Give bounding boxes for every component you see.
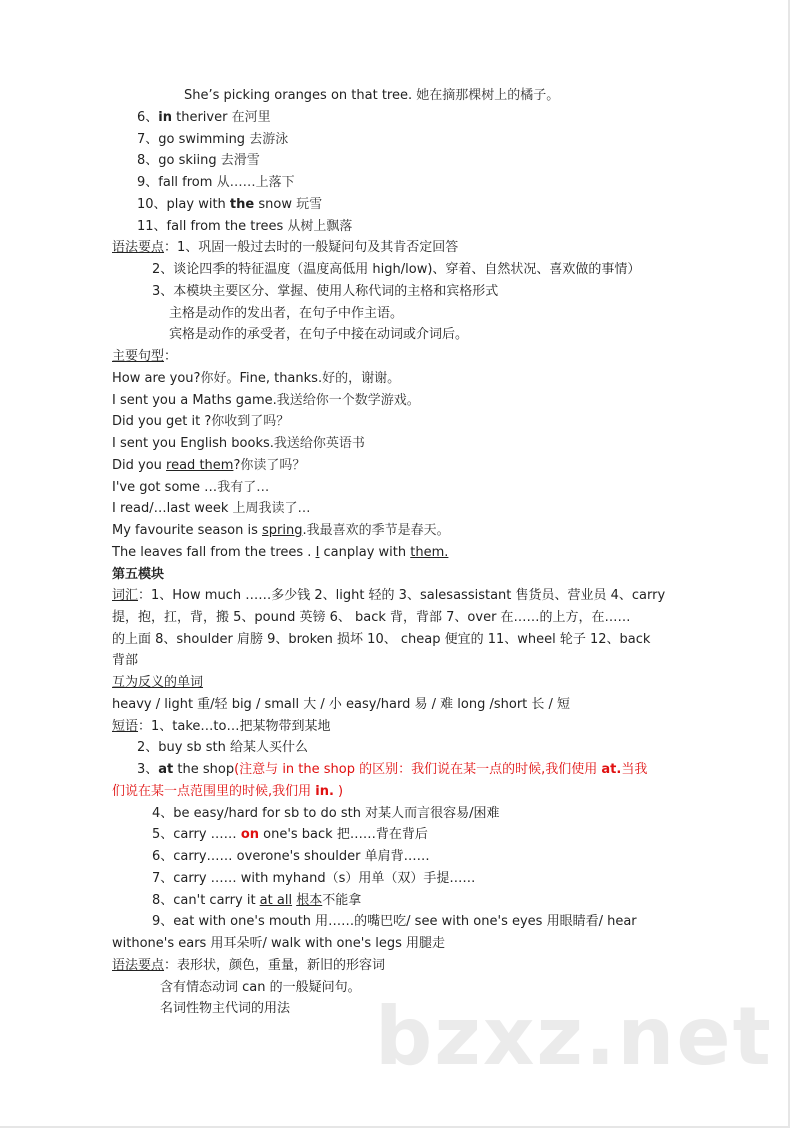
text-segment: 主要句型 <box>112 349 165 364</box>
text-segment: I've got some … <box>112 480 218 495</box>
text-segment: 6、 <box>137 110 159 125</box>
text-segment: at. <box>601 762 622 777</box>
text-segment: 互为反义的单词 <box>112 675 204 690</box>
text-segment: 9、fall from <box>137 175 217 190</box>
text-segment: (注意与 in the shop 的区别：我们说在某一点的时候,我们使用 <box>234 762 602 777</box>
text-segment: 上周我读了… <box>232 501 311 516</box>
text-line <box>112 523 450 539</box>
text-line <box>152 262 640 278</box>
text-line <box>112 458 305 474</box>
text-line <box>152 849 430 865</box>
text-segment: 你好。 <box>200 371 240 386</box>
text-line <box>152 871 475 887</box>
text-segment: one's back 把……背在背后 <box>259 827 428 842</box>
text-segment: 她在摘那棵树上的橘子。 <box>416 88 560 103</box>
text-segment: 在河里 <box>231 110 271 125</box>
watermark: bzxz.net <box>375 990 773 1083</box>
text-segment: theriver <box>172 110 232 125</box>
text-segment: 7、carry …… with myhand（s）用单（双）手提…… <box>152 871 476 886</box>
text-segment: I <box>315 545 320 560</box>
text-segment: Did you <box>112 458 167 473</box>
text-segment: on <box>240 827 259 842</box>
text-segment: 根本 <box>296 893 323 908</box>
text-segment: I sent you a Maths game. <box>112 393 277 408</box>
text-line <box>137 197 322 213</box>
text-segment: 提，抱，扛，背，搬 5、pound 英镑 6、 back 背，背部 7、over 在……的上方，在…… <box>112 610 631 625</box>
text-segment: 2、buy sb sth 给某人买什么 <box>137 740 308 755</box>
text-segment: 3、 <box>137 762 159 777</box>
text-segment: . <box>302 523 307 538</box>
text-segment: the shop <box>173 762 235 777</box>
text-line <box>112 697 570 713</box>
text-segment: ：1、How much ……多少钱 2、light 轻的 3、salesassistant 售货员、营业员 4、carry <box>138 588 666 603</box>
text-segment: the <box>229 197 255 212</box>
text-line <box>137 132 288 148</box>
text-line <box>137 175 295 191</box>
text-segment: ：1、巩固一般过去时的一般疑问句及其肯否定回答 <box>164 240 459 255</box>
text-segment: 你读了吗？ <box>240 458 306 473</box>
text-segment: withone's ears 用耳朵听/ walk with one's legs 用腿走 <box>112 936 445 951</box>
text-segment: 主格是动作的发出者，在句子中作主语。 <box>169 306 404 321</box>
text-segment: 当我 <box>621 762 648 777</box>
text-segment: Fine, thanks. <box>239 371 323 386</box>
text-line <box>112 958 385 974</box>
text-line <box>112 349 177 365</box>
text-segment: 8、can't carry it <box>152 893 260 908</box>
text-segment: 9、eat with one's mouth 用……的嘴巴吃/ see with one's eyes 用眼睛看/ hear <box>152 914 637 929</box>
text-segment: 的上面 8、shoulder 肩膀 9、broken 损坏 10、 cheap 便宜的 11、wheel 轮子 12、back <box>112 632 651 647</box>
text-segment: 6、carry…… overone's shoulder 单肩背…… <box>152 849 430 864</box>
text-line <box>137 219 352 235</box>
text-line <box>112 567 164 583</box>
text-segment: in. <box>315 784 334 799</box>
text-segment: 4、be easy/hard for sb to do sth 对某人而言很容易/困难 <box>152 806 500 821</box>
text-segment: in <box>158 110 172 125</box>
text-segment: canplay with <box>319 545 411 560</box>
text-segment: ) <box>333 784 344 799</box>
text-line <box>152 806 499 822</box>
text-segment: My favourite season is <box>112 523 263 538</box>
text-line <box>112 784 343 800</box>
text-segment: 从……上落下 <box>216 175 295 190</box>
text-line <box>137 762 647 778</box>
text-segment: 你收到了吗？ <box>211 414 290 429</box>
text-segment: 含有情态动词 can 的一般疑问句。 <box>160 980 361 995</box>
text-segment: The leaves fall from the trees . <box>112 545 316 560</box>
text-line <box>184 88 559 104</box>
text-segment: I read/…last week <box>112 501 233 516</box>
text-segment: at <box>158 762 174 777</box>
text-segment: ：1、take…to…把某物带到某地 <box>138 719 331 734</box>
text-segment: 我最喜欢的季节是春天。 <box>306 523 450 538</box>
text-line <box>160 1001 290 1017</box>
text-line <box>112 610 631 626</box>
text-segment: ：表形状，颜色，重量，新旧的形容词 <box>164 958 386 973</box>
text-line <box>152 284 498 300</box>
text-line <box>112 653 138 669</box>
text-segment: Did you get it ? <box>112 414 212 429</box>
text-segment: 第五模块 <box>112 567 165 582</box>
text-line <box>152 827 428 843</box>
text-line <box>112 393 420 409</box>
text-line <box>152 914 637 930</box>
text-line <box>112 240 458 256</box>
text-segment: 短语 <box>112 719 139 734</box>
text-segment: 好的，谢谢。 <box>322 371 401 386</box>
text-line <box>112 936 445 952</box>
text-segment: them. <box>410 545 449 560</box>
text-segment: How are you? <box>112 371 201 386</box>
text-segment: I sent you English books. <box>112 436 274 451</box>
text-segment: 2、谈论四季的特征温度（温度高低用 high/low)、穿着、自然状况、喜欢做的事情） <box>152 262 641 277</box>
text-segment: 玩雪 <box>296 197 323 212</box>
text-segment: 名词性物主代词的用法 <box>160 1001 291 1016</box>
text-segment: 们说在某一点范围里的时候,我们用 <box>112 784 316 799</box>
text-segment: 语法要点 <box>112 240 165 255</box>
text-segment: read them <box>166 458 234 473</box>
text-line <box>169 327 468 343</box>
text-line <box>112 719 330 735</box>
text-line <box>112 632 650 648</box>
text-line <box>112 588 665 604</box>
text-line <box>112 414 289 430</box>
text-line <box>137 110 271 126</box>
text-segment: 11、fall from the trees <box>137 219 288 234</box>
text-segment: 3、本模块主要区分、掌握、使用人称代词的主格和宾格形式 <box>152 284 499 299</box>
text-segment: 从树上飘落 <box>287 219 353 234</box>
text-segment: She’s picking oranges on that tree. <box>184 88 417 103</box>
text-segment: 语法要点 <box>112 958 165 973</box>
text-line <box>137 153 260 169</box>
text-segment: 去滑雪 <box>220 153 260 168</box>
text-segment: 不能拿 <box>322 893 362 908</box>
text-segment: 背部 <box>112 653 139 668</box>
text-line <box>160 980 361 996</box>
text-segment: 我送给你英语书 <box>273 436 365 451</box>
text-line <box>152 893 361 909</box>
text-line <box>112 436 365 452</box>
text-segment: 8、go skiing <box>137 153 221 168</box>
text-line <box>112 371 400 387</box>
text-line <box>137 740 308 756</box>
text-segment: at all <box>259 893 293 908</box>
text-line <box>112 545 448 561</box>
text-segment: ? <box>233 458 241 473</box>
text-segment: 宾格是动作的承受者，在句子中接在动词或介词后。 <box>169 327 469 342</box>
text-segment: 7、go swimming <box>137 132 250 147</box>
text-segment: 去游泳 <box>249 132 289 147</box>
text-segment: 我有了… <box>217 480 270 495</box>
text-line <box>112 480 269 496</box>
text-line <box>112 675 203 691</box>
text-segment: snow <box>254 197 297 212</box>
text-segment: 词汇 <box>112 588 139 603</box>
text-segment: heavy / light 重/轻 big / small 大 / 小 easy/hard 易 / 难 long /short 长 / 短 <box>112 697 571 712</box>
text-segment: 我送给你一个数学游戏。 <box>276 393 420 408</box>
text-line <box>112 501 311 517</box>
text-segment: 10、play with <box>137 197 230 212</box>
text-segment: spring <box>262 523 303 538</box>
text-segment: ： <box>164 349 178 364</box>
text-line <box>169 306 403 322</box>
text-segment: 5、carry …… <box>152 827 241 842</box>
